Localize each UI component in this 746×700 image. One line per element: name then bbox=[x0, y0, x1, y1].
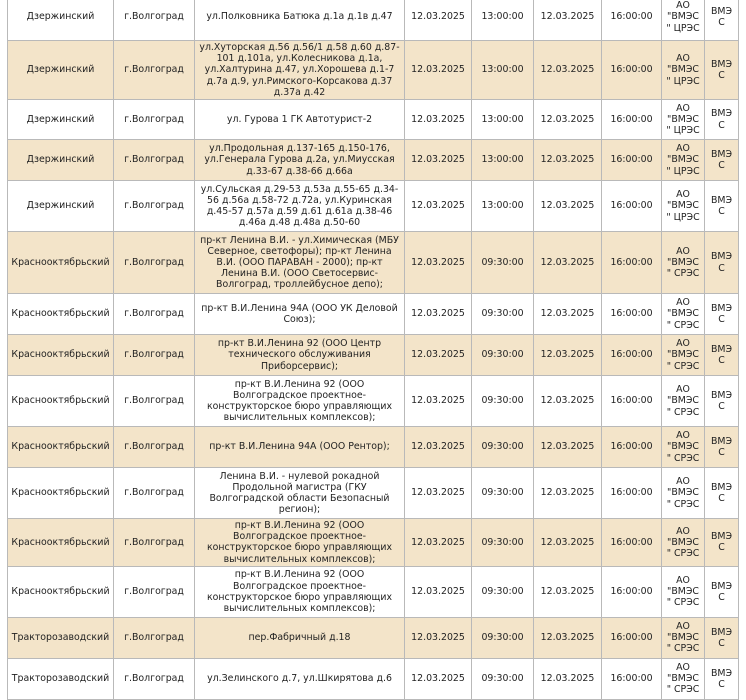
start-time-cell: 09:30:00 bbox=[472, 468, 534, 519]
district-cell: Краснооктябрьский bbox=[8, 468, 114, 519]
district-cell: Дзержинский bbox=[8, 41, 114, 100]
network-cell: ВМЭС bbox=[705, 41, 739, 100]
network-cell: ВМЭС bbox=[705, 0, 739, 41]
address-cell: ул.Продольная д.137-165 д.150-176, ул.Генерала Гурова д.2а, ул.Миусская д.33-67 д.38-66 д.66а bbox=[195, 140, 405, 181]
organization-cell: АО "ВМЭС" СРЭС bbox=[662, 658, 705, 699]
city-cell: г.Волгоград bbox=[114, 41, 195, 100]
network-cell: ВМЭС bbox=[705, 232, 739, 294]
city-cell: г.Волгоград bbox=[114, 566, 195, 617]
organization-cell: АО "ВМЭС" ЦРЭС bbox=[662, 41, 705, 100]
end-date-cell: 12.03.2025 bbox=[534, 0, 602, 41]
city-cell: г.Волгоград bbox=[114, 140, 195, 181]
end-time-cell: 16:00:00 bbox=[602, 181, 662, 232]
district-cell: Дзержинский bbox=[8, 181, 114, 232]
table-row bbox=[8, 181, 739, 232]
start-time-cell: 09:30:00 bbox=[472, 519, 534, 567]
table-row bbox=[8, 519, 739, 567]
start-time-cell: 09:30:00 bbox=[472, 617, 534, 658]
network-cell: ВМЭС bbox=[705, 335, 739, 376]
start-date-cell: 12.03.2025 bbox=[405, 294, 472, 335]
end-date-cell: 12.03.2025 bbox=[534, 468, 602, 519]
start-date-cell: 12.03.2025 bbox=[405, 140, 472, 181]
address-cell: ул.Полковника Батюка д.1а д.1в д.47 bbox=[195, 0, 405, 41]
address-cell: ул.Сульская д.29-53 д.53а д.55-65 д.34-56 д.56а д.58-72 д.72а, ул.Куринская д.45-57 д.57а д.59 д.61 д.61а д.38-46 д.46а д.48 д.48а д.50-60 bbox=[195, 181, 405, 232]
start-date-cell: 12.03.2025 bbox=[405, 658, 472, 699]
address-cell: ул. Гурова 1 ГК Автотурист-2 bbox=[195, 100, 405, 140]
end-time-cell: 16:00:00 bbox=[602, 468, 662, 519]
outage-table bbox=[7, 0, 739, 700]
city-cell: г.Волгоград bbox=[114, 519, 195, 567]
end-date-cell: 12.03.2025 bbox=[534, 658, 602, 699]
end-date-cell: 12.03.2025 bbox=[534, 376, 602, 427]
start-date-cell: 12.03.2025 bbox=[405, 566, 472, 617]
end-date-cell: 12.03.2025 bbox=[534, 232, 602, 294]
table-row bbox=[8, 140, 739, 181]
start-time-cell: 09:30:00 bbox=[472, 376, 534, 427]
table-row bbox=[8, 100, 739, 140]
start-time-cell: 13:00:00 bbox=[472, 140, 534, 181]
organization-cell: АО "ВМЭС" ЦРЭС bbox=[662, 181, 705, 232]
organization-cell: АО "ВМЭС" СРЭС bbox=[662, 376, 705, 427]
end-time-cell: 16:00:00 bbox=[602, 519, 662, 567]
end-date-cell: 12.03.2025 bbox=[534, 41, 602, 100]
end-date-cell: 12.03.2025 bbox=[534, 427, 602, 468]
network-cell: ВМЭС bbox=[705, 566, 739, 617]
district-cell: Краснооктябрьский bbox=[8, 376, 114, 427]
end-time-cell: 16:00:00 bbox=[602, 0, 662, 41]
table-row bbox=[8, 232, 739, 294]
address-cell: пр-кт Ленина В.И. - ул.Химическая (МБУ Северное, светофоры); пр-кт Ленина В.И. (ООО ПАРАВАН - 2000); пр-кт Ленина В.И. (ООО Светосервис-Волгоград, троллейбусное депо); bbox=[195, 232, 405, 294]
table-row bbox=[8, 617, 739, 658]
start-date-cell: 12.03.2025 bbox=[405, 335, 472, 376]
city-cell: г.Волгоград bbox=[114, 335, 195, 376]
end-date-cell: 12.03.2025 bbox=[534, 566, 602, 617]
network-cell: ВМЭС bbox=[705, 294, 739, 335]
city-cell: г.Волгоград bbox=[114, 658, 195, 699]
start-date-cell: 12.03.2025 bbox=[405, 519, 472, 567]
table-row bbox=[8, 376, 739, 427]
address-cell: пр-кт В.И.Ленина 94А (ООО Рентор); bbox=[195, 427, 405, 468]
address-cell: пр-кт В.И.Ленина 92 (ООО Волгоградское проектное-конструкторское бюро управляющих вычислительных комплексов); bbox=[195, 519, 405, 567]
start-time-cell: 09:30:00 bbox=[472, 566, 534, 617]
start-time-cell: 09:30:00 bbox=[472, 232, 534, 294]
network-cell: ВМЭС bbox=[705, 181, 739, 232]
start-time-cell: 13:00:00 bbox=[472, 41, 534, 100]
start-time-cell: 09:30:00 bbox=[472, 427, 534, 468]
city-cell: г.Волгоград bbox=[114, 100, 195, 140]
district-cell: Дзержинский bbox=[8, 100, 114, 140]
network-cell: ВМЭС bbox=[705, 140, 739, 181]
table-row bbox=[8, 335, 739, 376]
district-cell: Краснооктябрьский bbox=[8, 232, 114, 294]
organization-cell: АО "ВМЭС" СРЭС bbox=[662, 468, 705, 519]
organization-cell: АО "ВМЭС" ЦРЭС bbox=[662, 140, 705, 181]
start-time-cell: 13:00:00 bbox=[472, 100, 534, 140]
city-cell: г.Волгоград bbox=[114, 617, 195, 658]
district-cell: Краснооктябрьский bbox=[8, 294, 114, 335]
address-cell: пр-кт В.И.Ленина 92 (ООО Центр технического обслуживания Приборсервис); bbox=[195, 335, 405, 376]
city-cell: г.Волгоград bbox=[114, 427, 195, 468]
start-date-cell: 12.03.2025 bbox=[405, 41, 472, 100]
end-date-cell: 12.03.2025 bbox=[534, 617, 602, 658]
district-cell: Краснооктябрьский bbox=[8, 335, 114, 376]
city-cell: г.Волгоград bbox=[114, 232, 195, 294]
end-time-cell: 16:00:00 bbox=[602, 427, 662, 468]
end-time-cell: 16:00:00 bbox=[602, 376, 662, 427]
district-cell: Краснооктябрьский bbox=[8, 427, 114, 468]
network-cell: ВМЭС bbox=[705, 376, 739, 427]
district-cell: Дзержинский bbox=[8, 0, 114, 41]
start-time-cell: 13:00:00 bbox=[472, 181, 534, 232]
city-cell: г.Волгоград bbox=[114, 468, 195, 519]
organization-cell: АО "ВМЭС" СРЭС bbox=[662, 566, 705, 617]
end-time-cell: 16:00:00 bbox=[602, 232, 662, 294]
start-date-cell: 12.03.2025 bbox=[405, 232, 472, 294]
organization-cell: АО "ВМЭС" СРЭС bbox=[662, 232, 705, 294]
table-row bbox=[8, 294, 739, 335]
address-cell: ул.Зелинского д.7, ул.Шкирятова д.6 bbox=[195, 658, 405, 699]
start-date-cell: 12.03.2025 bbox=[405, 100, 472, 140]
end-time-cell: 16:00:00 bbox=[602, 100, 662, 140]
end-time-cell: 16:00:00 bbox=[602, 658, 662, 699]
start-date-cell: 12.03.2025 bbox=[405, 617, 472, 658]
table-row bbox=[8, 0, 739, 41]
organization-cell: АО "ВМЭС" СРЭС bbox=[662, 617, 705, 658]
start-time-cell: 09:30:00 bbox=[472, 335, 534, 376]
network-cell: ВМЭС bbox=[705, 427, 739, 468]
address-cell: пр-кт В.И.Ленина 94А (ООО УК Деловой Союз); bbox=[195, 294, 405, 335]
city-cell: г.Волгоград bbox=[114, 376, 195, 427]
start-time-cell: 13:00:00 bbox=[472, 0, 534, 41]
end-time-cell: 16:00:00 bbox=[602, 617, 662, 658]
address-cell: пр-кт В.И.Ленина 92 (ООО Волгоградское проектное-конструкторское бюро управляющих вычислительных комплексов); bbox=[195, 376, 405, 427]
end-date-cell: 12.03.2025 bbox=[534, 100, 602, 140]
end-time-cell: 16:00:00 bbox=[602, 41, 662, 100]
district-cell: Тракторозаводский bbox=[8, 617, 114, 658]
start-time-cell: 09:30:00 bbox=[472, 294, 534, 335]
organization-cell: АО "ВМЭС" ЦРЭС bbox=[662, 0, 705, 41]
city-cell: г.Волгоград bbox=[114, 181, 195, 232]
start-date-cell: 12.03.2025 bbox=[405, 427, 472, 468]
start-date-cell: 12.03.2025 bbox=[405, 181, 472, 232]
address-cell: Ленина В.И. - нулевой рокадной Продольной магистра (ГКУ Волгоградской области Безопасный регион); bbox=[195, 468, 405, 519]
end-date-cell: 12.03.2025 bbox=[534, 140, 602, 181]
district-cell: Краснооктябрьский bbox=[8, 519, 114, 567]
end-date-cell: 12.03.2025 bbox=[534, 294, 602, 335]
network-cell: ВМЭС bbox=[705, 658, 739, 699]
organization-cell: АО "ВМЭС" ЦРЭС bbox=[662, 100, 705, 140]
start-date-cell: 12.03.2025 bbox=[405, 0, 472, 41]
end-time-cell: 16:00:00 bbox=[602, 335, 662, 376]
address-cell: пр-кт В.И.Ленина 92 (ООО Волгоградское проектное-конструкторское бюро управляющих вычислительных комплексов); bbox=[195, 566, 405, 617]
district-cell: Краснооктябрьский bbox=[8, 566, 114, 617]
end-time-cell: 16:00:00 bbox=[602, 294, 662, 335]
end-date-cell: 12.03.2025 bbox=[534, 335, 602, 376]
network-cell: ВМЭС bbox=[705, 519, 739, 567]
start-time-cell: 09:30:00 bbox=[472, 658, 534, 699]
table-row bbox=[8, 468, 739, 519]
start-date-cell: 12.03.2025 bbox=[405, 468, 472, 519]
table-row bbox=[8, 427, 739, 468]
table-row bbox=[8, 566, 739, 617]
end-date-cell: 12.03.2025 bbox=[534, 519, 602, 567]
end-time-cell: 16:00:00 bbox=[602, 140, 662, 181]
district-cell: Дзержинский bbox=[8, 140, 114, 181]
start-date-cell: 12.03.2025 bbox=[405, 376, 472, 427]
network-cell: ВМЭС bbox=[705, 468, 739, 519]
organization-cell: АО "ВМЭС" СРЭС bbox=[662, 294, 705, 335]
city-cell: г.Волгоград bbox=[114, 0, 195, 41]
table-row bbox=[8, 658, 739, 699]
address-cell: пер.Фабричный д.18 bbox=[195, 617, 405, 658]
end-date-cell: 12.03.2025 bbox=[534, 181, 602, 232]
end-time-cell: 16:00:00 bbox=[602, 566, 662, 617]
organization-cell: АО "ВМЭС" СРЭС bbox=[662, 519, 705, 567]
city-cell: г.Волгоград bbox=[114, 294, 195, 335]
organization-cell: АО "ВМЭС" СРЭС bbox=[662, 427, 705, 468]
network-cell: ВМЭС bbox=[705, 100, 739, 140]
district-cell: Тракторозаводский bbox=[8, 658, 114, 699]
address-cell: ул.Хуторская д.56 д.56/1 д.58 д.60 д.87-101 д.101а, ул.Колесникова д.1а, ул.Халтурина д.47, ул.Хорошева д.1-7 д.7а д.9, ул.Римского-Корсакова д.37 д.37а д.42 bbox=[195, 41, 405, 100]
organization-cell: АО "ВМЭС" СРЭС bbox=[662, 335, 705, 376]
table-row bbox=[8, 41, 739, 100]
network-cell: ВМЭС bbox=[705, 617, 739, 658]
